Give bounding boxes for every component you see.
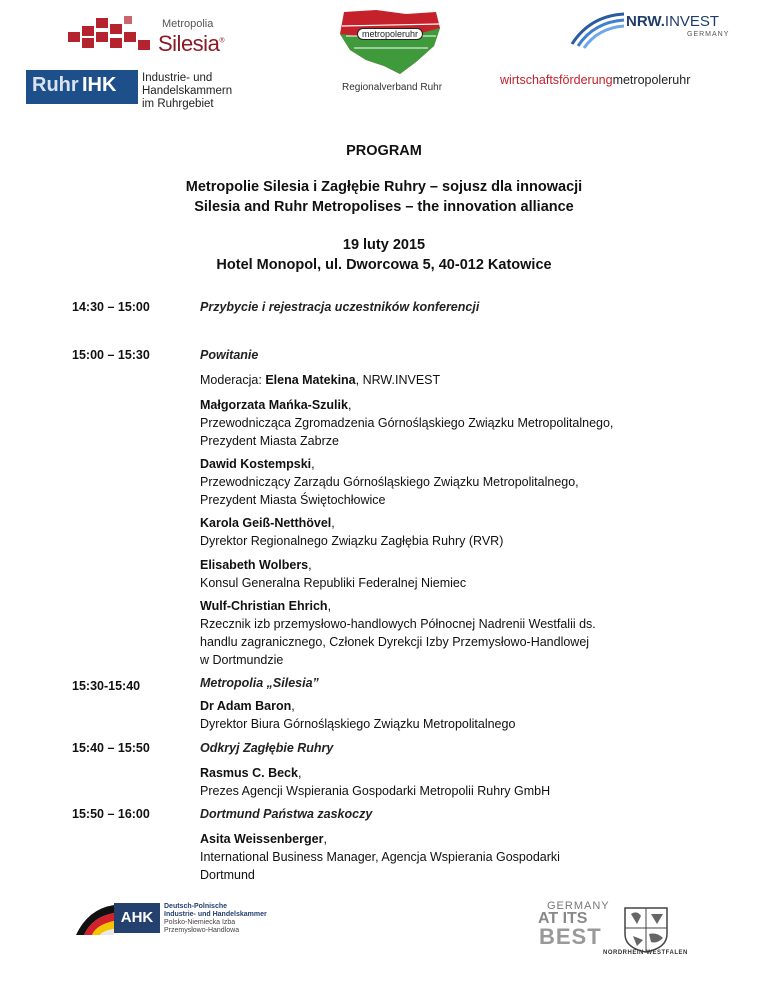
wifoe-part2: metropoleruhr bbox=[612, 73, 691, 87]
ahk-logo-box: AHK bbox=[114, 903, 160, 933]
speaker-role: w Dortmundzie bbox=[200, 653, 284, 667]
germany-logo-a: AT ITS bbox=[538, 910, 588, 927]
ruhr-ihk-logo-line1: Industrie- und Handelskammern bbox=[142, 72, 233, 97]
speaker-block: Asita Weissenberger, International Business Manager, Agencja Wspierania Gospodarki Dortmund bbox=[200, 830, 720, 884]
speaker-role: handlu zagranicznego, Członek Dyrekcji Izby Przemysłowo-Handlowej bbox=[200, 635, 590, 649]
speaker-block: Małgorzata Mańka-Szulik, Przewodnicząca Zgromadzenia Górnośląskiego Związku Metropolitalnego, Prezydent Miasta Zabrze bbox=[200, 396, 720, 450]
speaker-role: Dortmund bbox=[200, 868, 255, 882]
speaker-name: Rasmus C. Beck bbox=[200, 766, 298, 780]
program-title: PROGRAM bbox=[346, 143, 422, 159]
speaker-block: Dawid Kostempski, Przewodniczący Zarządu Górnośląskiego Związku Metropolitalnego, Prezydent Miasta Świętochłowice bbox=[200, 455, 720, 509]
agenda-session-2-title: Powitanie bbox=[200, 348, 259, 362]
speaker-role: Prezydent Miasta Zabrze bbox=[200, 434, 339, 448]
ahk-logo-line: Polsko-Niemiecka Izba bbox=[164, 919, 236, 926]
wirtschaftsfoerderung-logo bbox=[500, 73, 762, 91]
agenda-session-3-title: Metropolia „Silesia” bbox=[200, 676, 319, 690]
ruhr-ihk-logo-ihk: IHK bbox=[82, 74, 117, 96]
regionalverband-ruhr-logo bbox=[330, 6, 450, 96]
nrw-invest-swoosh-icon bbox=[570, 10, 626, 50]
speaker-role: Rzecznik izb przemysłowo-handlowych Północnej Nadrenii Westfalii ds. bbox=[200, 617, 596, 631]
ahk-logo-line: Industrie- und Handelskammer bbox=[164, 911, 267, 918]
agenda-session-1-title: Przybycie i rejestracja uczestników konferencji bbox=[200, 300, 480, 314]
moderation-line: Moderacja: Elena Matekina, NRW.INVEST bbox=[200, 373, 441, 387]
agenda-time-4: 15:40 – 15:50 bbox=[72, 741, 150, 755]
germany-at-its-best-logo bbox=[533, 900, 693, 962]
speaker-role: Prezes Agencji Wspierania Gospodarki Metropolii Ruhry GmbH bbox=[200, 784, 551, 798]
conference-title-polish: Metropolie Silesia i Zagłębie Ruhry – sojusz dla innowacji bbox=[185, 179, 583, 195]
conference-title-english: Silesia and Ruhr Metropolises – the innovation alliance bbox=[194, 199, 574, 215]
nrw-invest-country: GERMANY bbox=[687, 31, 730, 38]
germany-logo-g: GERMANY bbox=[547, 900, 610, 912]
speaker-role: Dyrektor Regionalnego Związku Zagłębia Ruhry (RVR) bbox=[200, 534, 504, 548]
agenda-time-3: 15:30-15:40 bbox=[72, 679, 141, 693]
agenda-session-4-title: Odkryj Zagłębie Ruhry bbox=[200, 741, 334, 755]
ruhr-ihk-logo bbox=[26, 70, 292, 110]
speaker-block: Elisabeth Wolbers, Konsul Generalna Republiki Federalnej Niemiec bbox=[200, 556, 720, 592]
nrw-invest-name: NRW.INVEST bbox=[626, 13, 720, 30]
metropoleruhr-label: metropoleruhr bbox=[357, 28, 423, 40]
ruhr-map-icon bbox=[336, 6, 444, 78]
speaker-block: Karola Geiß-Netthövel, Dyrektor Regionalnego Związku Zagłębia Ruhry (RVR) bbox=[200, 514, 720, 550]
nrw-invest-logo bbox=[570, 10, 740, 50]
speaker-name: Dr Adam Baron bbox=[200, 699, 292, 713]
speaker-name: Asita Weissenberger bbox=[200, 832, 324, 846]
speaker-block: Wulf-Christian Ehrich, Rzecznik izb przemysłowo-handlowych Północnej Nadrenii Westfalii ds. handlu zagranicznego, Członek Dyrekcji Izby Przemysłowo-Handlowej w Dortmundzie bbox=[200, 597, 720, 669]
speaker-role: Dyrektor Biura Górnośląskiego Związku Metropolitalnego bbox=[200, 717, 516, 731]
ruhr-ihk-logo-ruhr: Ruhr bbox=[32, 74, 79, 96]
speaker-role: International Business Manager, Agencja Wspierania Gospodarki bbox=[200, 850, 560, 864]
speaker-block: Dr Adam Baron, Dyrektor Biura Górnośląskiego Związku Metropolitalnego bbox=[200, 697, 720, 733]
moderator-name: Elena Matekina bbox=[265, 373, 356, 387]
speaker-name: Dawid Kostempski bbox=[200, 457, 312, 471]
agenda-time-5: 15:50 – 16:00 bbox=[72, 807, 150, 821]
speaker-name: Karola Geiß-Netthövel bbox=[200, 516, 332, 530]
speaker-role: Prezydent Miasta Świętochłowice bbox=[200, 493, 386, 507]
agenda-session-5-title: Dortmund Państwa zaskoczy bbox=[200, 807, 373, 821]
speaker-name: Małgorzata Mańka-Szulik bbox=[200, 398, 348, 412]
event-date: 19 luty 2015 bbox=[342, 237, 426, 253]
ahk-logo bbox=[76, 899, 276, 939]
agenda-time-1: 14:30 – 15:00 bbox=[72, 300, 150, 314]
silesia-logo-small-text: Metropolia bbox=[162, 18, 214, 30]
ahk-logo-line: Przemysłowo-Handlowa bbox=[164, 927, 240, 934]
regionalverband-ruhr-label: Regionalverband Ruhr bbox=[342, 82, 443, 93]
germany-logo-b: BEST bbox=[539, 924, 602, 949]
silesia-logo-big-text: Silesia® bbox=[158, 31, 224, 56]
metropolia-silesia-logo bbox=[64, 14, 254, 60]
de-pl-flag-icon bbox=[76, 903, 114, 935]
speaker-name: Elisabeth Wolbers bbox=[200, 558, 309, 572]
nrw-region-label: NORDRHEIN-WESTFALEN bbox=[603, 950, 688, 956]
nrw-coat-of-arms-icon bbox=[623, 906, 669, 954]
ahk-logo-line: Deutsch-Polnische bbox=[164, 903, 228, 910]
speaker-role: Przewodnicząca Zgromadzenia Górnośląskiego Związku Metropolitalnego, bbox=[200, 416, 614, 430]
wifoe-part1: wirtschaftsförderung bbox=[500, 73, 613, 87]
agenda-time-2: 15:00 – 15:30 bbox=[72, 348, 150, 362]
speaker-role: Konsul Generalna Republiki Federalnej Niemiec bbox=[200, 576, 467, 590]
speaker-role: Przewodniczący Zarządu Górnośląskiego Związku Metropolitalnego, bbox=[200, 475, 579, 489]
event-venue: Hotel Monopol, ul. Dworcowa 5, 40-012 Katowice bbox=[216, 257, 552, 273]
speaker-block: Rasmus C. Beck, Prezes Agencji Wspierania Gospodarki Metropolii Ruhry GmbH bbox=[200, 764, 720, 800]
speaker-name: Wulf-Christian Ehrich bbox=[200, 599, 328, 613]
ruhr-ihk-logo-line2: im Ruhrgebiet bbox=[142, 98, 214, 110]
